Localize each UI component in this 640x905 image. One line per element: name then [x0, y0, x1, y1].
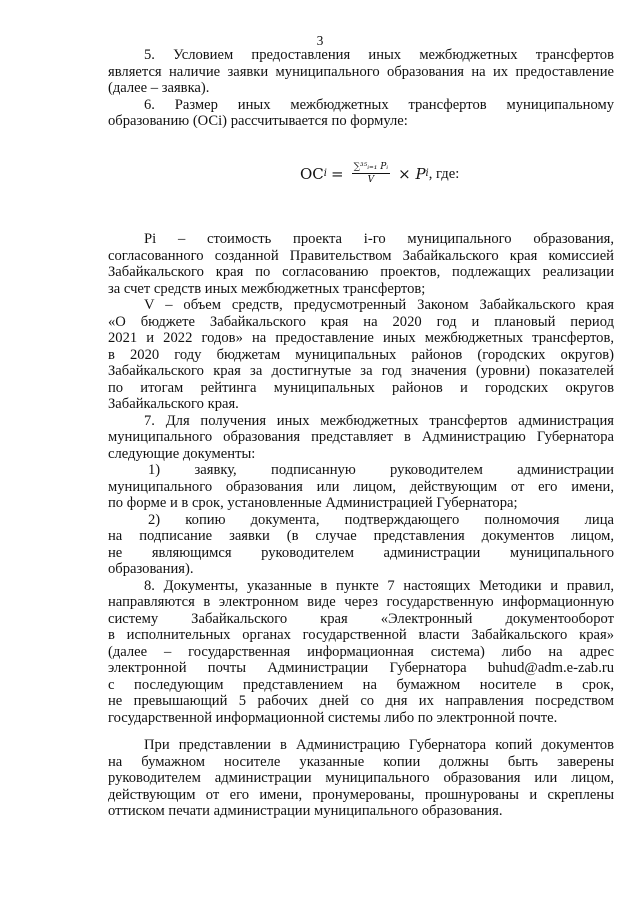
text-line: Забайкальского края за достигнутые за год значения (уровни) показателей	[108, 363, 614, 379]
text-line: с последующим представлением на бумажном носителе в срок,	[108, 676, 614, 693]
text-line: 1) заявку, подписанную руководителем администрации	[148, 462, 614, 478]
text-line: на подписание заявки (в случае представления документов лицом,	[108, 528, 614, 544]
text-line: муниципального образования представляет в Администрацию Губернатора	[108, 429, 614, 445]
text-line: 5. Условием предоставления иных межбюджетных трансфертов	[144, 47, 614, 63]
text-line: 2021 и 2022 годов» на предоставление иных межбюджетных трансфертов,	[108, 330, 614, 346]
paragraph-definitions-7-8	[108, 231, 614, 726]
text-line: в исполнительных органах государственной власти Забайкальского края»	[108, 627, 614, 643]
formula-numerator: ∑³⁵ᵢ₌₁ Pᵢ	[353, 162, 389, 172]
text-line: следующие документы:	[108, 445, 256, 462]
text-line: по итогам рейтинга муниципальных районов и городских округов	[108, 379, 614, 396]
text-line: муниципального образования или лицом, действующим от его имени,	[108, 478, 614, 495]
text-line: При представлении в Администрацию Губернатора копий документов	[144, 737, 614, 753]
page-number: 3	[316, 33, 324, 48]
text-line: оттиском печати администрации муниципального образования.	[108, 803, 503, 819]
text-line: является наличие заявки муниципального образования на их предоставление	[108, 63, 614, 80]
formula-lhs: ОС	[300, 164, 324, 183]
text-line: электронной почты Администрации Губернатора buhud@adm.e-zab.ru	[108, 660, 614, 676]
formula-lhs-sub: i	[323, 167, 327, 179]
text-line: Забайкальского края.	[108, 396, 239, 412]
paragraph-paper-copies	[108, 737, 614, 820]
text-line: на бумажном носителе указанные копии должны быть заверены	[108, 753, 614, 770]
text-line: за счет средств иных межбюджетных трансфертов;	[108, 280, 426, 297]
text-line: 7. Для получения иных межбюджетных трансфертов администрация	[144, 412, 614, 429]
text-line: образования).	[108, 561, 194, 577]
text-line: не являющимся руководителем администрации муниципального	[108, 544, 614, 561]
text-line: систему Забайкальского края «Электронный документооборот	[108, 610, 614, 627]
text-line: Pi – стоимость проекта i-го муниципального образования,	[144, 231, 614, 247]
formula-fraction	[352, 162, 391, 185]
text-line: 8. Документы, указанные в пункте 7 настоящих Методики и правил,	[144, 577, 614, 594]
formula-tail: , где:	[428, 165, 460, 182]
text-line: по форме и в срок, установленные Администрацией Губернатора;	[108, 495, 518, 511]
text-line: 6. Размер иных межбюджетных трансфертов муниципальному	[144, 96, 614, 113]
text-line: в 2020 году бюджетам муниципальных районов (городских округов)	[108, 346, 614, 363]
text-line: государственной информационной системы либо по электронной почте.	[108, 709, 558, 726]
text-line: действующим от его имени, пронумерованы, прошнурованы и скреплены	[108, 786, 614, 803]
text-line: 2) копию документа, подтверждающего полномочия лица	[148, 511, 614, 528]
paragraph-5-6	[108, 47, 614, 130]
text-line: направляются в электронном виде через государственную информационную	[108, 594, 614, 610]
text-line: (далее – государственная информационная система) либо на адрес	[108, 643, 614, 660]
text-line: руководителем администрации муниципального образования или лицом,	[108, 770, 614, 786]
text-line: Забайкальского края по согласованию проектов, подлежащих реализации	[108, 264, 614, 280]
text-line: «О бюджете Забайкальского края на 2020 год и плановый период	[108, 313, 614, 330]
formula	[300, 162, 459, 185]
text-line: (далее – заявка).	[108, 80, 210, 96]
text-line: согласованного созданной Правительством Забайкальского края комиссией	[108, 247, 614, 264]
formula-denominator: V	[367, 175, 375, 185]
text-line: образованию (ОСi) рассчитывается по формуле:	[108, 113, 408, 129]
text-line: V – объем средств, предусмотренный Законом Забайкальского края	[144, 297, 614, 313]
formula-times: × P	[398, 164, 426, 183]
text-line: не превышающий 5 рабочих дней со дня их направления посредством	[108, 693, 614, 709]
formula-equals: =	[330, 164, 344, 183]
formula-times-sub: i	[425, 167, 429, 179]
